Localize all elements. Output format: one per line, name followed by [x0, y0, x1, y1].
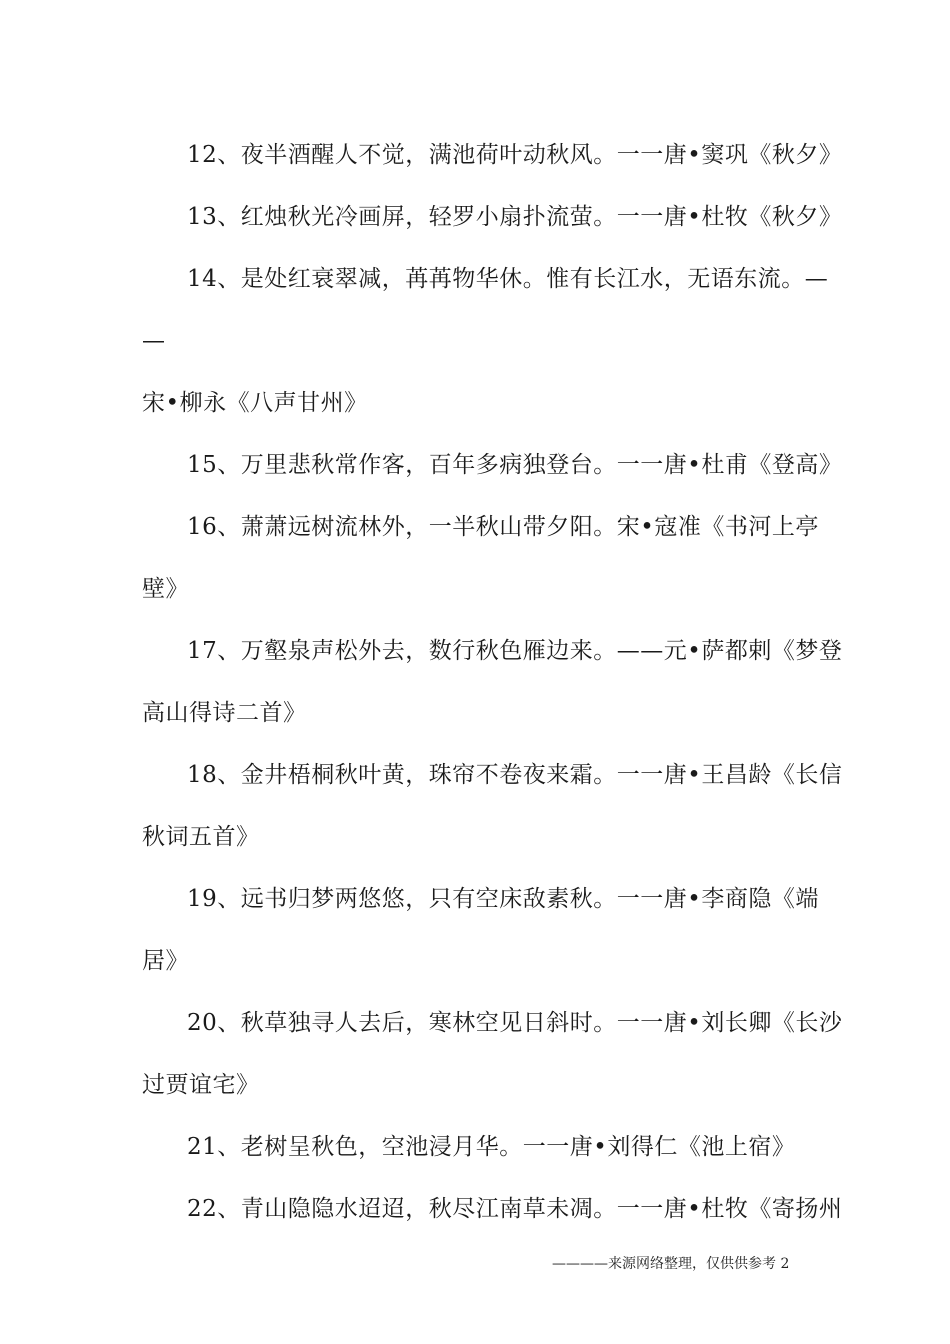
text-line: 17、万壑泉声松外去，数行秋色雁边来。——元•萨都剌《梦登: [187, 638, 843, 664]
text-line: 19、远书归梦两悠悠，只有空床敌素秋。一一唐•李商隐《端: [187, 886, 819, 912]
text-line: 18、金井梧桐秋叶黄，珠帘不卷夜来霜。一一唐•王昌龄《长信: [187, 762, 843, 788]
text-line: 20、秋草独寻人去后，寒林空见日斜时。一一唐•刘长卿《长沙: [187, 1010, 843, 1036]
text-line: 13、红烛秋光冷画屏，轻罗小扇扑流萤。一一唐•杜牧《秋夕》: [187, 204, 843, 230]
text-line: 壁》: [142, 576, 189, 602]
text-line: 秋词五首》: [142, 824, 260, 850]
text-line: 宋•柳永《八声甘州》: [142, 390, 368, 416]
page-footer: ————来源网络整理，仅供供参考 2: [552, 1256, 790, 1272]
text-line: 过贾谊宅》: [142, 1072, 260, 1098]
text-line: 12、夜半酒醒人不觉，满池荷叶动秋风。一一唐•窦巩《秋夕》: [187, 142, 843, 168]
text-line: 21、老树呈秋色，空池浸月华。一一唐•刘得仁《池上宿》: [187, 1134, 796, 1160]
text-line: 高山得诗二首》: [142, 700, 307, 726]
text-line: 22、青山隐隐水迢迢，秋尽江南草未凋。一一唐•杜牧《寄扬州: [187, 1196, 843, 1222]
text-line: 居》: [142, 948, 189, 974]
text-line: —: [142, 328, 166, 354]
text-line: 15、万里悲秋常作客，百年多病独登台。一一唐•杜甫《登高》: [187, 452, 843, 478]
text-line: 16、萧萧远树流林外，一半秋山带夕阳。宋•寇准《书河上亭: [187, 514, 819, 540]
text-line: 14、是处红衰翠减，苒苒物华休。惟有长江水，无语东流。—: [187, 266, 829, 292]
